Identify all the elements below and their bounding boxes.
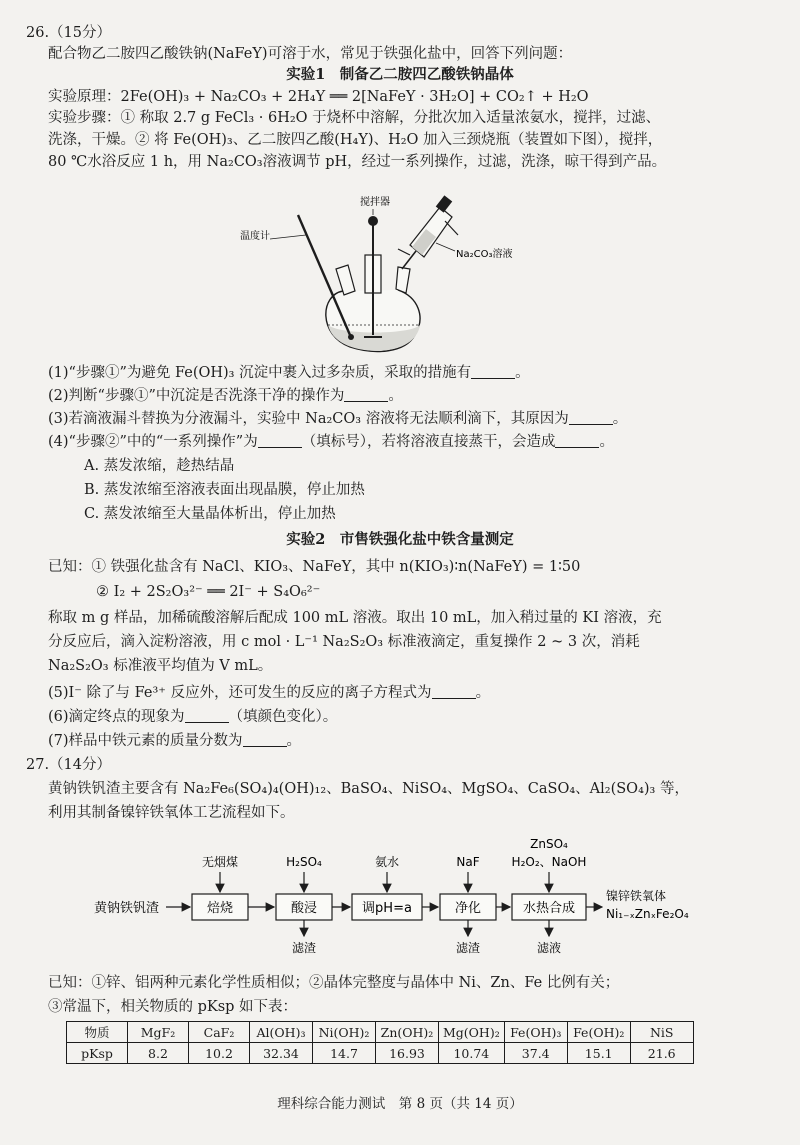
option-b: B. 蒸发浓缩至溶液表面出现晶膜，停止加热	[84, 482, 365, 498]
flow-step-2: 酸浸	[290, 901, 318, 916]
q27-known2: ③常温下，相关物质的 pKsp 如下表：	[48, 999, 298, 1015]
q26-sub3: (3)若滴液漏斗替换为分液漏斗，实验中 Na₂CO₃ 溶液将无法顺利滴下，其原因为 。	[48, 411, 628, 427]
answer-blank	[569, 410, 613, 425]
q26-sub5: (5)I⁻ 除了与 Fe³⁺ 反应外，还可发生的反应的离子方程式为 。	[48, 685, 491, 701]
flow-output-1: 滤渣	[291, 941, 317, 955]
q26-sub6-text-a: (6)滴定终点的现象为	[48, 709, 185, 725]
table-cell: Fe(OH)₃	[504, 1022, 567, 1043]
q26-sub6-text-b: （填颜色变化）。	[228, 709, 338, 725]
q26-sub4-text-b: （填标号），若将溶液直接蒸干，会造成	[301, 434, 556, 450]
exp2-proc-line3: Na₂S₂O₃ 标准液平均值为 V mL。	[48, 658, 273, 674]
exp1-title: 实验1 制备乙二胺四乙酸铁钠晶体	[286, 66, 514, 83]
q26-sub4-text-a: (4)“步骤②”中的“一系列操作”为	[48, 434, 258, 450]
flow-input-4: NaF	[456, 855, 480, 869]
table-cell: Al(OH)₃	[250, 1022, 313, 1043]
option-a: A. 蒸发浓缩，趁热结晶	[84, 458, 235, 474]
flow-input-znso4: ZnSO₄	[530, 837, 568, 851]
q26-sub4: (4)“步骤②”中的“一系列操作”为 （填标号），若将溶液直接蒸干，会造成 。	[48, 434, 614, 450]
table-cell: Zn(OH)₂	[376, 1022, 439, 1043]
exp2-title: 实验2 市售铁强化盐中铁含量测定	[286, 531, 514, 548]
answer-blank	[185, 708, 229, 723]
exp1-steps-line3: 80 ℃水浴反应 1 h，用 Na₂CO₃溶液调节 pH，经过一系列操作，过滤，洗涤，晾干得到产品。	[48, 154, 667, 170]
table-cell: 10.2	[189, 1043, 250, 1064]
q26-sub3-text: (3)若滴液漏斗替换为分液漏斗，实验中 Na₂CO₃ 溶液将无法顺利滴下，其原因为	[48, 411, 569, 427]
exp1-steps-line1: 实验步骤：① 称取 2.7 g FeCl₃ · 6H₂O 于烧杯中溶解，分批次加入适量浓氨水，搅拌，过滤、	[48, 110, 661, 126]
exp2-proc-line1: 称取 m g 样品，加稀硫酸溶解后配成 100 mL 溶液。取出 10 mL，加入稍过量的 KI 溶液，充	[48, 610, 662, 626]
three-neck-flask-diagram	[240, 185, 540, 357]
table-cell: 32.34	[250, 1043, 313, 1064]
flow-start: 黄钠铁钒渣	[94, 901, 160, 916]
answer-blank	[258, 433, 302, 448]
q26-sub5-text: (5)I⁻ 除了与 Fe³⁺ 反应外，还可发生的反应的离子方程式为	[48, 685, 432, 701]
q27-header: 27.（14分）	[26, 757, 112, 773]
table-cell: 21.6	[630, 1043, 693, 1064]
exp1-steps-line2: 洗涤，干燥。② 将 Fe(OH)₃、乙二胺四乙酸(H₄Y)、H₂O 加入三颈烧瓶（装置如下图），搅拌，	[48, 132, 663, 148]
flow-step-4: 净化	[454, 901, 482, 916]
q27-known1: 已知：①锌、铝两种元素化学性质相似；②晶体完整度与晶体中 Ni、Zn、Fe 比例有关；	[48, 975, 620, 991]
flow-product-formula: Ni₁₋ₓZnₓFe₂O₄	[606, 907, 689, 921]
table-cell: 10.74	[439, 1043, 505, 1064]
table-cell: pKsp	[67, 1043, 128, 1064]
q26-sub2-text: (2)判断“步骤①”中沉淀是否洗涤干净的操作为	[48, 388, 345, 404]
table-cell: NiS	[630, 1022, 693, 1043]
answer-blank	[471, 364, 515, 379]
table-cell: 14.7	[313, 1043, 376, 1064]
q26-sub7-text: (7)样品中铁元素的质量分数为	[48, 733, 243, 749]
pksp-table	[66, 1021, 694, 1064]
exp2-known1: 已知：① 铁强化盐含有 NaCl、KIO₃、NaFeY，其中 n(KIO₃)∶n(NaFeY) = 1∶50	[48, 559, 581, 575]
flow-step-3: 调pH=a	[362, 901, 412, 916]
answer-blank	[432, 684, 476, 699]
exp2-proc-line2: 分反应后，滴入淀粉溶液，用 c mol · L⁻¹ Na₂S₂O₃ 标准液滴定，重复操作 2 ~ 3 次，消耗	[48, 634, 640, 650]
table-cell: 物质	[67, 1022, 128, 1043]
thermometer-label: 温度计	[240, 231, 270, 242]
table-cell: 8.2	[128, 1043, 189, 1064]
flow-input-1: 无烟煤	[201, 855, 239, 869]
option-c: C. 蒸发浓缩至大量晶体析出，停止加热	[84, 506, 336, 522]
q27-intro-line1: 黄钠铁钒渣主要含有 Na₂Fe₆(SO₄)₄(OH)₁₂、BaSO₄、NiSO₄、MgSO₄、CaSO₄、Al₂(SO₄)₃ 等，	[48, 781, 689, 797]
q26-sub1-text: (1)“步骤①”为避免 Fe(OH)₃ 沉淀中裹入过多杂质，采取的措施有	[48, 365, 472, 381]
table-cell: 15.1	[567, 1043, 630, 1064]
flow-product-name: 镍锌铁氧体	[606, 889, 667, 903]
answer-blank	[243, 732, 287, 747]
flow-step-5: 水热合成	[522, 901, 576, 916]
table-row	[67, 1043, 694, 1064]
q26-sub6	[48, 707, 337, 727]
flow-output-3: 滤液	[536, 941, 562, 955]
flow-output-2: 滤渣	[455, 941, 481, 955]
table-row	[67, 1022, 694, 1043]
q26-sub7: (7)样品中铁元素的质量分数为 。	[48, 733, 302, 749]
exp2-known2: ② I₂ + 2S₂O₃²⁻ ══ 2I⁻ + S₄O₆²⁻	[96, 584, 321, 600]
q26-sub1: (1)“步骤①”为避免 Fe(OH)₃ 沉淀中裹入过多杂质，采取的措施有 。	[48, 365, 530, 381]
page-footer: 理科综合能力测试 第 8 页（共 14 页）	[277, 1096, 523, 1112]
exp1-principle: 实验原理：2Fe(OH)₃ + Na₂CO₃ + 2H₄Y ══ 2[NaFeY · 3H₂O] + CO₂↑ + H₂O	[48, 89, 589, 105]
process-flow-diagram	[90, 828, 710, 956]
stirrer-label: 搅拌器	[360, 197, 390, 208]
table-cell: MgF₂	[128, 1022, 189, 1043]
table-cell: Fe(OH)₂	[567, 1022, 630, 1043]
q26-header: 26.（15分）	[26, 25, 112, 41]
table-cell: Ni(OH)₂	[313, 1022, 376, 1043]
q27-intro-line2: 利用其制备镍锌铁氧体工艺流程如下。	[48, 805, 295, 821]
q26-intro: 配合物乙二胺四乙酸铁钠(NaFeY)可溶于水，常见于铁强化盐中，回答下列问题：	[48, 46, 573, 62]
flow-input-5: H₂O₂、NaOH	[511, 855, 587, 869]
table-cell: CaF₂	[189, 1022, 250, 1043]
flow-step-1: 焙烧	[206, 901, 234, 916]
table-cell: 37.4	[504, 1043, 567, 1064]
flow-input-2: H₂SO₄	[286, 855, 322, 869]
answer-blank	[555, 433, 599, 448]
flow-input-3: 氨水	[374, 855, 400, 869]
table-cell: 16.93	[376, 1043, 439, 1064]
q26-sub2: (2)判断“步骤①”中沉淀是否洗涤干净的操作为 。	[48, 388, 403, 404]
answer-blank	[344, 387, 388, 402]
funnel-label: Na₂CO₃溶液	[456, 249, 513, 260]
table-cell: Mg(OH)₂	[439, 1022, 505, 1043]
